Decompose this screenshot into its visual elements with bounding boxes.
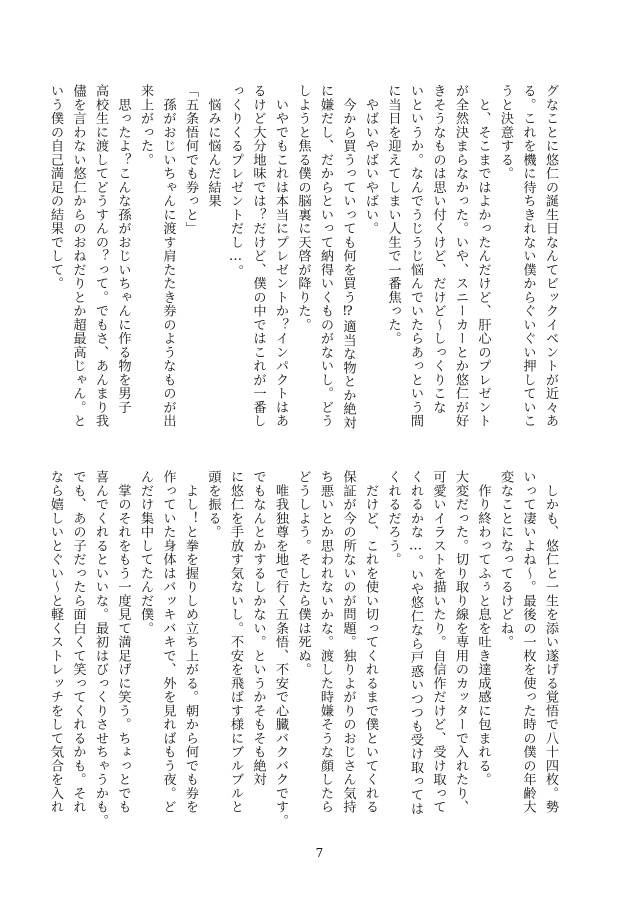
text-column: しようと焦る僕の脳裏に天啓が降りた。 xyxy=(295,84,311,332)
text-column: 可愛いイラストを描いたり。自信作だけど、受け取って xyxy=(430,470,446,814)
text-column: グなことに悠仁の誕生日なんてビックイベントが近々あ xyxy=(543,84,558,428)
text-column: 変なことになってるけどね。 xyxy=(498,470,513,649)
text-column: だけど、これを使い切ってくれるまで僕といてくれる xyxy=(363,470,378,814)
text-column: 大変だった。切り取り線を専用のカッターで入れたり、 xyxy=(453,470,468,814)
text-column: でも、あの子だったら面白くて笑ってくれるかも。それ xyxy=(70,470,86,814)
page-number: 7 xyxy=(315,846,324,860)
text-column: 今から買うっていっても何を買う⁉適当な物とか絶対 xyxy=(340,84,356,430)
text-column: よし！と拳を握りしめ立ち上がる。朝から何でも券を xyxy=(183,470,198,814)
upper-text-block xyxy=(48,84,561,430)
text-column: でもなんとかするしかない。というかそもそも絶対 xyxy=(250,470,266,787)
text-column: る。これを機に待ちきれない僕からぐいぐい押していこ xyxy=(520,84,536,428)
text-column: に嫌だし、だからといって納得いくものがないし。どう xyxy=(318,84,333,428)
text-column: 高校生に渡してどうすんの？って。でもさ、あんまり我 xyxy=(93,84,108,428)
text-column: 喜んでくれるといいな。最初はびっくりさせちゃうかも。 xyxy=(93,470,108,828)
text-column: 来上がった。 xyxy=(138,84,153,167)
text-column: いというか。なんでうじうじ悩んでいたらあっという間 xyxy=(408,84,423,428)
text-column: んだけ集中してたんだ僕。 xyxy=(138,470,153,635)
text-column: 作り終わってふぅと息を吐き達成感に包まれる。 xyxy=(475,470,491,787)
text-column: 唯我独尊を地で行く五条悟、不安で心臓バクバクです。 xyxy=(273,470,288,828)
text-column: 儘を言わない悠仁からのおねだりとか超最高じゃん。と xyxy=(70,84,86,428)
text-column: 孫がおじいちゃんに渡す肩たたき券のようなものが出 xyxy=(160,84,176,428)
text-column: どうしよう。そしたら僕は死ぬ。 xyxy=(295,470,311,677)
text-column: るけど大分地味では？だけど、僕の中ではこれが一番し xyxy=(250,84,266,428)
text-column: やばいやばいやばい。 xyxy=(363,84,378,236)
text-column: しかも、悠仁と一生を添い遂げる覚悟で八十四枚。勢 xyxy=(543,470,558,814)
text-column: いやでもこれは本当にプレゼントか？インパクトはあ xyxy=(273,84,288,428)
text-column: きそうなものは思い付くけど、だけど〜しっくりこな xyxy=(430,84,446,414)
text-column: ち悪いとか思われないかな。渡した時嫌そうな顔したら xyxy=(318,470,333,814)
text-column: くれるかな…。いや悠仁なら戸惑いつつも受け取っては xyxy=(408,470,423,816)
text-column: が全然決まらなかった。いや、スニーカーとか悠仁が好 xyxy=(453,84,468,428)
text-column: 「五条悟何でも券っと」 xyxy=(183,84,198,236)
lower-text-block xyxy=(48,470,561,828)
text-column: と、そこまではよかったんだけど、肝心のプレゼント xyxy=(475,84,491,428)
text-column: いって凄いよね〜。最後の一枚を使った時の僕の年齢大 xyxy=(520,470,536,814)
text-column: っくりくるプレゼントだし…。 xyxy=(228,84,243,279)
text-column: くれるだろう。 xyxy=(385,470,401,567)
text-column: 思ったよ？こんな孫がおじいちゃんに作る物を男子 xyxy=(115,84,131,414)
text-column: なら嬉しいとぐい〜と軽くストレッチをして気合を入れ xyxy=(48,470,63,814)
text-column: 頭を振る。 xyxy=(205,470,221,539)
text-column: いう僕の自己満足の結果でして。 xyxy=(48,84,63,291)
text-column: に悠仁を手放す気ないし。不安を飛ばす様にブルブルと xyxy=(228,470,243,814)
text-column: 作っていた身体はバッキバキで、外を見ればもう夜。ど xyxy=(160,470,176,814)
text-column: 保証が今の所ないのが問題。独りよがりのおじさん気持 xyxy=(340,470,356,814)
text-column: に当日を迎えてしまい人生で一番焦った。 xyxy=(385,84,401,346)
text-column: うと決意する。 xyxy=(498,84,513,181)
text-column: 掌のそれをもう一度見て満足げに笑う。ちょっとでも xyxy=(115,470,131,814)
text-column: 悩みに悩んだ結果 xyxy=(205,84,221,208)
